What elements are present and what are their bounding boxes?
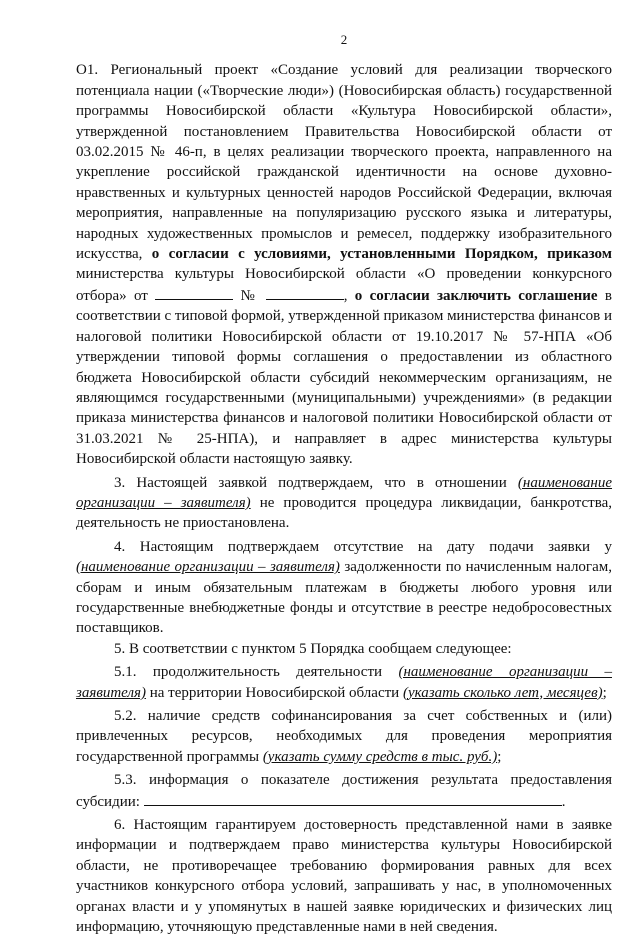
p52-text: 5.2. наличие средств софинансирования за счет собственных и (или) привлеченных ресурсов, необходимых для проведения мероприятия государственной программы bbox=[76, 708, 612, 765]
o1-text: O1. Региональный проект «Создание условий для реализации творческого потенциала нации («Творческие люди») (Новосибирская область) государственной программы Новосибирской области «Культура Новосибирской области», утвержденной постановлением Правительства Новосибирской области от 03.02.2015 № 46-п, в целях реализации творческого проекта, направленного на укрепление российской гражданской идентичности на основе духовно-нравственных и культурных ценностей народов Российской Федерации, включая мероприятия, направленные на популяризацию русского языка и литературы, народных художественных промыслов и ремесел, поддержку изобразительного искусства, bbox=[76, 62, 612, 263]
document-page bbox=[76, 30, 612, 937]
p53-end: . bbox=[561, 793, 566, 810]
p52-placeholder: (указать сумму средств в тыс. руб.) bbox=[262, 748, 498, 765]
page-number: 2 bbox=[340, 32, 348, 47]
o1-bold-consent: о согласии с условиями, установленными Порядком, приказом bbox=[151, 246, 612, 263]
p51-end: ; bbox=[602, 684, 607, 701]
p3-text: 3. Настоящей заявкой подтверждаем, что в отношении bbox=[114, 474, 507, 491]
indicator-blank bbox=[144, 791, 562, 806]
number-blank bbox=[266, 285, 344, 300]
o1-tail-text: в соответствии с типовой формой, утвержденной приказом министерства финансов и налоговой политики Новосибирской области от 19.10.2017 № 57-НПА «Об утверждении типовой формы соглашения о предоставлении из областного бюджета Новосибирской области субсидий некоммерческим организациям, не являющимся государственными (муниципальными) учреждениями» (в редакции приказа министерства финансов и налоговой политики Новосибирской области от 31.03.2021 № 25-НПА), и направляет в адрес министерства культуры Новосибирской области настоящую заявку. bbox=[76, 287, 613, 468]
p3-placeholder: (наименование организации – заявителя) bbox=[76, 474, 613, 511]
p51-placeholder-org: (наименование организации – заявителя) bbox=[76, 664, 612, 701]
date-blank bbox=[155, 285, 233, 300]
paragraph-3 bbox=[76, 473, 612, 534]
o1-bold-agreement: о согласии заключить соглашение bbox=[354, 287, 598, 304]
p51-text: 5.1. продолжительность деятельности bbox=[114, 664, 383, 681]
p51-placeholder-duration: (указать сколько лет, месяцев) bbox=[402, 684, 603, 701]
p51-mid: на территории Новосибирской области bbox=[149, 684, 400, 701]
paragraph-4 bbox=[76, 537, 612, 639]
p4-placeholder: (наименование организации – заявителя) bbox=[76, 559, 340, 576]
paragraph-5: 5. В соответствии с пунктом 5 Порядка сообщаем следующее: bbox=[114, 640, 512, 657]
number-sign: № bbox=[240, 287, 259, 304]
p53-text: 5.3. информация о показателе достижения результата предоставления субсидии: bbox=[76, 772, 612, 810]
p4-tail: задолженности по начисленным налогам, сборам и иным обязательным платежам в бюджеты любого уровня или государственные внебюджетные фонды и отсутствие в реестре недобросовестных поставщиков. bbox=[76, 559, 612, 637]
p4-text: 4. Настоящим подтверждаем отсутствие на дату подачи заявки у bbox=[114, 538, 612, 555]
p52-end: ; bbox=[497, 748, 502, 765]
o1-order-text: министерства культуры Новосибирской области «О проведении конкурсного отбора» от bbox=[76, 266, 612, 304]
p3-tail: не проводится процедура ликвидации, банкротства, деятельность не приостановлена. bbox=[76, 494, 613, 532]
paragraph-o1: O1. Региональный проект «Создание условий для реализации творческого потенциала нации («Творческие люди») (Новосибирская область) государственной программы Новосибирской области «Культура Новосибирской области», утвержденной постановлением Правительства Новосибирской области от 03.02.2015 № 46-п, в целях реализации творческого проекта, направленного на укрепление российской гражданской идентичности на основе духовно-нравственных и культурных ценностей народов Российской Федерации, включая мероприятия, направленные на популяризацию русского языка и литературы, народных художественных промыслов и ремесел, поддержку изобразительного искусства, о согласии с условиями, установленными Порядком, приказом министерства культуры Новосибирской области «О проведении конкурсного отбора» от № , о согласии заключить соглашение в соответствии с типовой формой, утвержденной приказом министерства финансов и налоговой политики Новосибирской области от 19.10.2017 № 57-НПА «Об утверждении типовой формы соглашения о предоставлении из областного бюджета Новосибирской области субсидий некоммерческим организациям, не являющимся государственными (муниципальными) учреждениями» (в редакции приказа министерства финансов и налоговой политики Новосибирской области от 31.03.2021 № 25-НПА), и направляет в адрес министерства культуры Новосибирской области настоящую заявку. bbox=[76, 62, 613, 468]
paragraph-5-2 bbox=[76, 706, 612, 767]
paragraph-6: 6. Настоящим гарантируем достоверность представленной нами в заявке информации и подтверждаем право министерства культуры Новосибирской области, не противоречащее требованию формирования равных для всех участников конкурсного отбора условий, запрашивать у нас, в уполномоченных органах власти и у упомянутых в нашей заявке юридических и физических лиц информацию, уточняющую представленные нами в ней сведения. bbox=[76, 817, 612, 936]
paragraph-5-3 bbox=[76, 770, 612, 812]
paragraph-5-1 bbox=[76, 662, 612, 703]
